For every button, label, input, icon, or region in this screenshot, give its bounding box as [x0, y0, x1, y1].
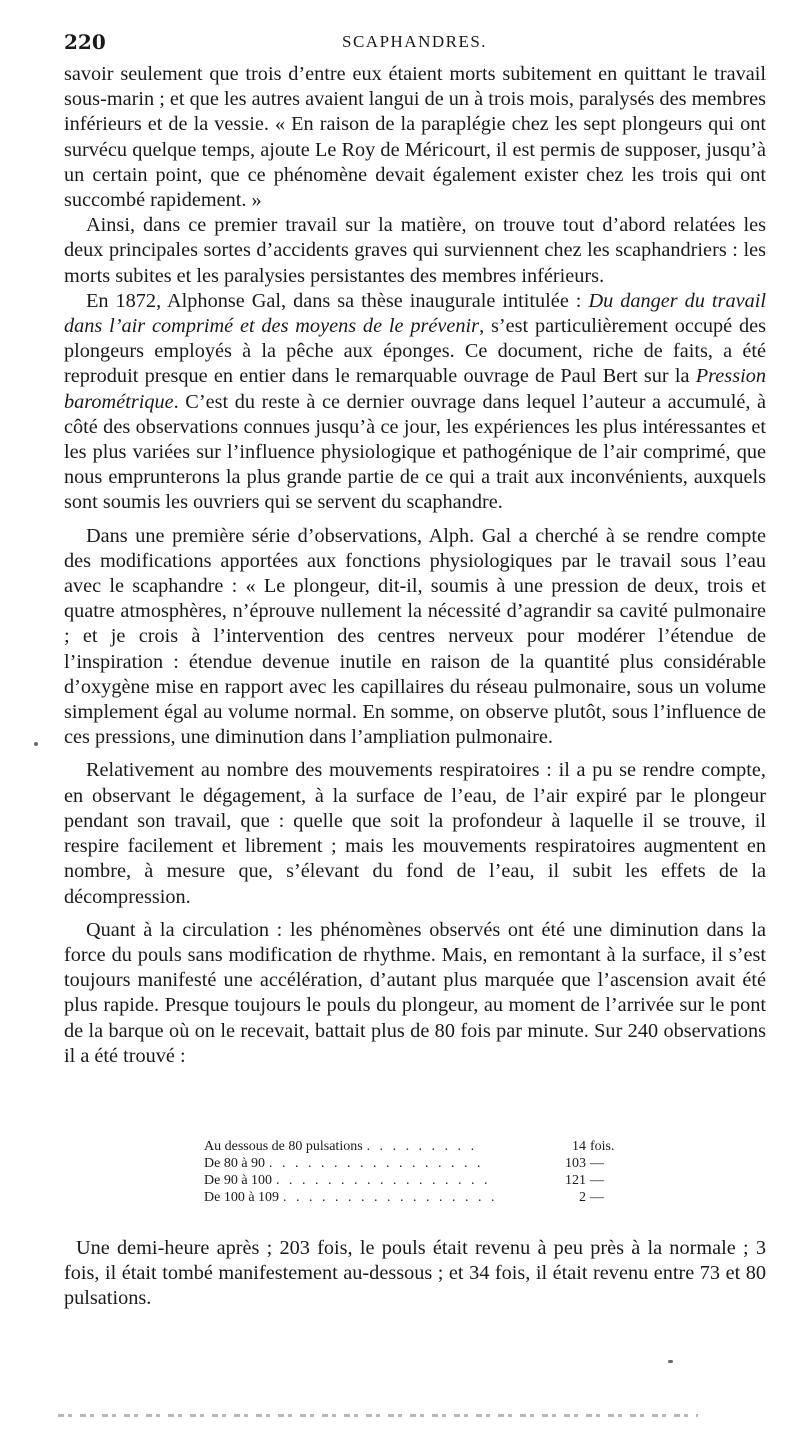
stats-count: 14 [572, 1139, 586, 1154]
page-header [64, 30, 764, 60]
leader-dots: . . . . . . . . . . . . . . . . . [269, 1156, 484, 1171]
bleed-through-line [58, 1414, 698, 1417]
stats-row [204, 1155, 624, 1172]
paragraph-3-middle: , s’est particulièrement occupé des plongeurs employés à la pêche aux éponges. Ce document, riche de faits, a été reproduit presque en entier dans le remarquable ouvrage de Paul Bert sur la [64, 315, 766, 388]
paragraph-3-tail: . C’est du reste à ce dernier ouvrage dans lequel l’auteur a accumulé, à côté des observations connues jusqu’à ce jour, les expériences les plus intéressantes et les plus variées sur l’influence physiologique et pathogénique de l’air comprimé, que nous emprunterons la plus grande partie de ce qui a trait aux inconvénients, auxquels sont soumis les ouvriers qui se servent du scaphandre. [64, 390, 766, 514]
stats-label: De 100 à 109 [204, 1190, 280, 1205]
paragraph-5: Relativement au nombre des mouvements respiratoires : il a pu se rendre compte, en observant le dégagement, à la surface de l’eau, de l’air expiré par le plongeur pendant son travail, que : quelle que soit la profondeur à laquelle il se trouve, il respire facilement et librement ; mais les mouvements respiratoires augmentent en nombre, à mesure que, s’élevant du fond de l’eau, il subit les effets de la décompression. [64, 759, 766, 908]
running-title: SCAPHANDRES. [342, 32, 488, 51]
stats-label: De 80 à 90 [204, 1156, 266, 1171]
thesis-title: Du danger du travail dans l’air comprimé et des moyens de le prévenir [64, 289, 767, 338]
closing-paragraph: Une demi-heure après ; 203 fois, le pouls était revenu à peu près à la normale ; 3 fois, il était tombé manifestement au-dessous ; et 34 fois, il était revenu entre 73 et 80 pulsations. [64, 1237, 766, 1310]
stats-unit: fois. [590, 1139, 615, 1154]
closing-text [64, 1236, 766, 1312]
stats-count: 103 [565, 1156, 586, 1171]
ink-speck [668, 1360, 673, 1363]
stats-unit: — [590, 1156, 604, 1171]
stats-unit: — [590, 1173, 604, 1188]
paragraph-1: savoir seulement que trois d’entre eux étaient morts subitement en quittant le travail sous-marin ; et que les autres avaient langui de un à trois mois, paralysés des membres inférieurs et de la vessie. « En raison de la paraplégie chez les sept plongeurs qui ont survécu quelque temps, ajoute Le Roy de Méricourt, il est permis de supposer, jusqu’à un certain point, que ce phénomène devait également exister chez les trois qui ont succombé rapidement. » [64, 63, 766, 212]
stats-unit: — [590, 1190, 604, 1205]
stats-row [204, 1138, 624, 1155]
leader-dots: . . . . . . . . . . . . . . . . . [283, 1190, 498, 1205]
pulse-statistics-table [204, 1138, 624, 1206]
stats-count: 121 [565, 1173, 586, 1188]
stats-count: 2 [579, 1190, 586, 1205]
stats-label: De 90 à 100 [204, 1173, 273, 1188]
page-number: 220 [64, 30, 106, 54]
leader-dots: . . . . . . . . . . . . . . . . . [276, 1173, 491, 1188]
paragraph-3 [64, 289, 766, 516]
leader-dots: . . . . . . . . . [366, 1139, 478, 1154]
book-title: Pression barométrique [64, 365, 766, 413]
ink-speck [34, 742, 38, 746]
paragraph-6: Quant à la circulation : les phénomènes observés ont été une diminution dans la force du pouls sans modification de rhythme. Mais, en remontant à la surface, il s’est toujours manifesté une accélération, d’autant plus marquée que l’ascension avait été plus rapide. Presque toujours le pouls du plongeur, au moment de l’arrivée sur le pont de la barque où on le recevait, battait plus de 80 fois par minute. Sur 240 observations il a été trouvé : [64, 918, 766, 1067]
paragraph-4: Dans une première série d’observations, Alph. Gal a cherché à se rendre compte des modifications apportées aux fonctions physiologiques par le travail sous l’eau avec le scaphandre : « Le plongeur, dit-il, soumis à une pression de deux, trois et quatre atmosphères, n’éprouve nullement la nécessité d’agrandir sa cavité pulmonaire ; et je crois à l’intervention des centres nerveux pour modérer l’étendue de l’inspiration : étendue devenue inutile en raison de la quantité plus considérable d’oxygène mise en rapport avec les capillaires du réseau pulmonaire, sous un volume simplement égal au volume normal. En somme, on observe plutôt, sous l’influence de ces pressions, une diminution dans l’ampliation pulmonaire. [64, 524, 766, 749]
paragraph-3-lead: En 1872, Alphonse Gal, dans sa thèse inaugurale intitulée : [86, 289, 589, 312]
body-text [64, 62, 766, 1069]
paragraph-2: Ainsi, dans ce premier travail sur la matière, on trouve tout d’abord relatées les deux principales sortes d’accidents graves qui surviennent chez les scaphandriers : les morts subites et les paralysies persistantes des membres inférieurs. [64, 214, 766, 287]
stats-row [204, 1172, 624, 1189]
stats-row [204, 1189, 624, 1206]
stats-label: Au dessous de 80 pulsations [204, 1139, 363, 1154]
